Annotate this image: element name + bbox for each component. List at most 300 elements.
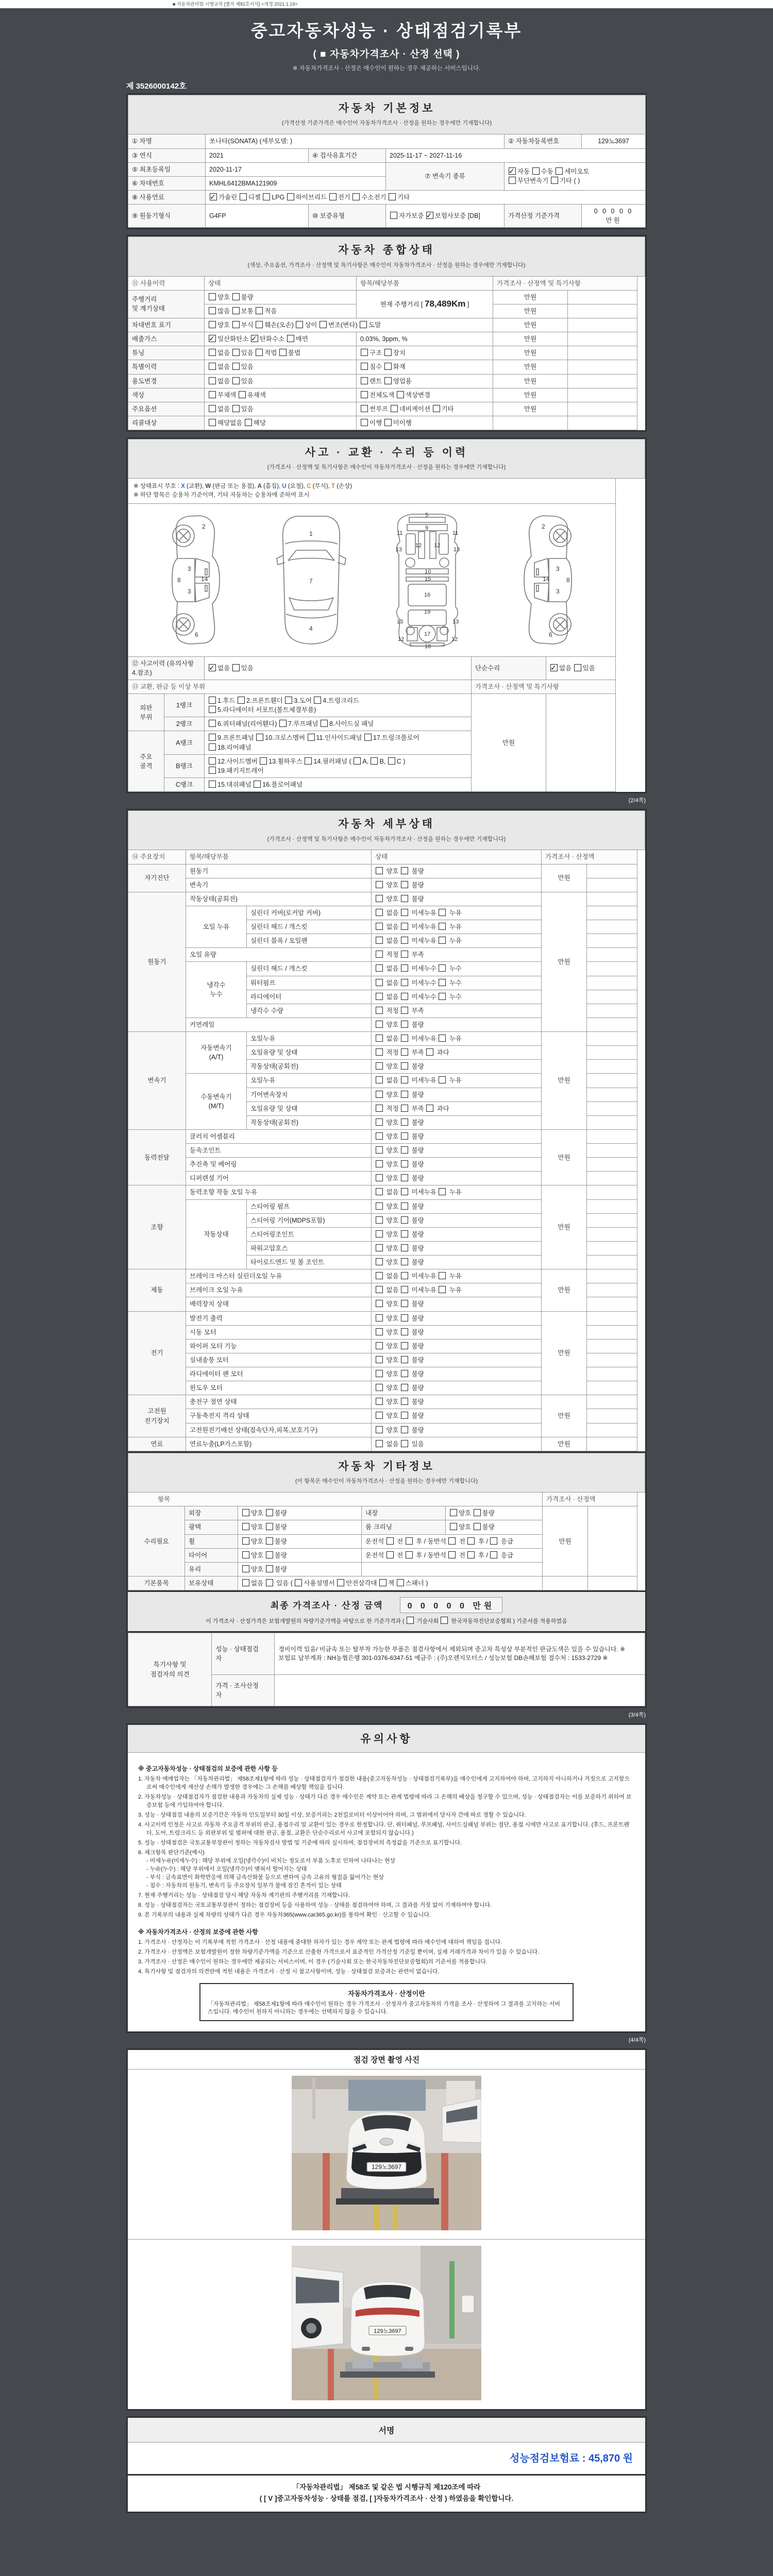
checkbox[interactable] <box>401 1426 408 1433</box>
state-options: 양호 불량 <box>238 1548 362 1562</box>
col-header: 항목/해당부품 <box>357 276 493 290</box>
checkbox[interactable] <box>401 1258 408 1265</box>
checkbox[interactable] <box>401 1105 408 1112</box>
checkbox[interactable] <box>376 1258 383 1265</box>
checkbox[interactable] <box>376 909 383 916</box>
checkbox[interactable] <box>376 1342 383 1349</box>
detail-state <box>128 810 645 1451</box>
checkbox[interactable] <box>439 1286 446 1293</box>
checkbox[interactable] <box>401 1412 408 1419</box>
checkbox[interactable] <box>401 1132 408 1140</box>
checkbox[interactable] <box>232 307 240 314</box>
photo-section <box>126 2048 647 2411</box>
checkbox[interactable] <box>376 1007 383 1014</box>
section-header-row <box>128 811 645 850</box>
inspection-photo-front <box>292 2076 481 2230</box>
checkbox[interactable] <box>401 1286 408 1293</box>
checkbox[interactable] <box>240 193 247 200</box>
notice-item: 1. 자동차 매매업자는 「자동차관리법」 제58조제1항에 따라 성능 · 상태점검자가 점검한 내용(중고자동차성능 · 상태점검기록부)을 매수인에게 고지하여야 하며, 고지하지 아니하거나 거짓으로 고지함으로써 매수인에게 재산상 손해가 발생한 경우에는 그 손해를 배상할 책임을 집니다. <box>138 1776 630 1791</box>
checkbox[interactable] <box>376 1021 383 1028</box>
note-cell <box>587 1437 637 1451</box>
field-label: ③ 연식 <box>128 148 206 162</box>
checkbox[interactable] <box>439 1076 446 1083</box>
note-cell <box>587 1185 637 1199</box>
checkbox[interactable] <box>556 167 563 175</box>
price-cell: 만원 <box>542 1437 587 1451</box>
checkbox[interactable] <box>376 979 383 986</box>
checkbox[interactable] <box>509 177 516 184</box>
checkbox[interactable] <box>308 734 315 741</box>
price-cell: 만원 <box>493 332 568 346</box>
checkbox[interactable] <box>361 377 368 384</box>
checkbox[interactable] <box>532 167 540 175</box>
checkbox[interactable] <box>376 1146 383 1154</box>
checkbox[interactable] <box>450 1523 457 1530</box>
section-header <box>128 237 645 276</box>
state-options: 양호 불량 <box>372 1339 542 1353</box>
rect-element <box>439 534 448 554</box>
text-element: 13 <box>396 546 402 553</box>
price-cell <box>493 416 568 430</box>
field-label: 가격산정 기준가격 <box>505 205 582 228</box>
checkbox[interactable] <box>376 923 383 930</box>
checkbox[interactable] <box>401 1007 408 1014</box>
checkbox[interactable] <box>474 1523 481 1530</box>
checkbox[interactable] <box>450 1509 457 1516</box>
item-label: 유리 <box>185 1562 238 1576</box>
text-element: 10 <box>425 568 431 575</box>
state-options: 없음 있음 <box>205 360 357 374</box>
document-number: 제 3526000142호 <box>126 82 187 91</box>
checkbox[interactable] <box>305 757 312 765</box>
vin: KMHL6412BMA121909 <box>206 176 386 190</box>
checkbox[interactable] <box>209 321 216 328</box>
signature-section <box>126 2416 647 2476</box>
checkbox[interactable] <box>209 734 216 741</box>
checkbox[interactable] <box>401 1370 408 1377</box>
checkbox[interactable] <box>260 757 267 765</box>
checkbox[interactable] <box>266 1579 273 1586</box>
checkbox[interactable] <box>360 321 367 328</box>
checkbox[interactable] <box>314 697 321 704</box>
checkbox[interactable] <box>439 937 446 944</box>
checkbox[interactable] <box>376 1118 383 1126</box>
checkbox[interactable] <box>401 1356 408 1363</box>
checkbox[interactable] <box>266 1537 273 1545</box>
status-symbol: W <box>205 483 211 490</box>
checkbox[interactable] <box>209 349 216 356</box>
checkbox[interactable] <box>232 377 240 384</box>
notice-section <box>126 1723 647 2033</box>
checkbox[interactable] <box>448 1537 456 1545</box>
checkbox[interactable] <box>401 1146 408 1154</box>
checkbox[interactable] <box>376 1062 383 1070</box>
item-label: 워터펌프 <box>247 976 372 990</box>
tr-element <box>128 190 646 204</box>
checkbox[interactable] <box>256 734 263 741</box>
text-element: 1 <box>309 530 313 537</box>
checkbox[interactable] <box>401 993 408 1000</box>
g-element <box>177 523 208 638</box>
checkbox[interactable] <box>401 867 408 874</box>
section-title: 사고 · 교환 · 수리 등 이력 <box>305 447 468 459</box>
note-cell <box>587 1046 637 1060</box>
rect-element <box>405 2347 413 2351</box>
note-cell <box>587 948 637 962</box>
checkbox[interactable] <box>391 405 398 412</box>
checkbox[interactable] <box>401 1230 408 1238</box>
checkbox[interactable] <box>256 321 263 328</box>
checkbox[interactable] <box>242 1523 249 1530</box>
checkbox[interactable] <box>376 1035 383 1042</box>
col-header: 상태 <box>205 276 357 290</box>
tr-element <box>128 503 645 656</box>
checkbox[interactable] <box>467 1551 475 1558</box>
checkbox[interactable] <box>266 1565 273 1572</box>
checkbox[interactable] <box>401 1118 408 1126</box>
checkbox[interactable] <box>266 1523 273 1530</box>
checkbox[interactable] <box>376 881 383 888</box>
checkbox[interactable] <box>376 937 383 944</box>
checkbox[interactable] <box>439 909 446 916</box>
page-marker-2: (2/4쪽) <box>628 798 646 804</box>
checkbox[interactable] <box>238 697 245 704</box>
checkbox[interactable] <box>426 1105 433 1112</box>
note-cell <box>587 1004 637 1018</box>
checkbox[interactable] <box>439 1188 446 1195</box>
checkbox[interactable] <box>209 781 216 788</box>
checkbox-checked[interactable] <box>509 167 516 175</box>
checkbox[interactable] <box>376 1244 383 1251</box>
checkbox[interactable] <box>490 1551 497 1558</box>
row-label: 리콜대상 <box>128 416 205 430</box>
checkbox[interactable] <box>401 937 408 944</box>
car-diagram-top <box>273 511 350 649</box>
device-group-label: 고전원 전기장치 <box>128 1395 186 1437</box>
text-element: 129노3697 <box>374 2328 401 2335</box>
checkbox[interactable] <box>209 720 216 727</box>
checkbox[interactable] <box>439 993 446 1000</box>
checkbox[interactable] <box>242 1537 249 1545</box>
checkbox[interactable] <box>401 1174 408 1181</box>
checkbox[interactable] <box>209 757 216 765</box>
checkbox[interactable] <box>376 895 383 902</box>
checkbox[interactable] <box>474 1509 481 1516</box>
state-options: 양호 불량 <box>372 1158 542 1172</box>
checkbox[interactable] <box>384 377 392 384</box>
checkbox[interactable] <box>376 867 383 874</box>
item-label: 배력장치 상태 <box>186 1297 372 1311</box>
checkbox-checked[interactable] <box>209 664 216 671</box>
checkbox[interactable] <box>242 1565 249 1572</box>
price-cell: 만원 <box>542 864 587 892</box>
checkbox[interactable] <box>376 993 383 1000</box>
text-element: 4 <box>309 624 313 632</box>
checkbox[interactable] <box>401 1300 408 1307</box>
checkbox[interactable] <box>384 419 392 426</box>
checkbox[interactable] <box>209 697 216 704</box>
item-label: 파워고압호스 <box>247 1241 372 1255</box>
item-label: 연료누출(LP가스포함) <box>186 1437 372 1451</box>
checkbox[interactable] <box>376 1105 383 1112</box>
price-cell: 만원 <box>493 346 568 360</box>
table-row <box>128 864 645 878</box>
checkbox[interactable] <box>376 1314 383 1321</box>
checkbox[interactable] <box>433 405 440 412</box>
checkbox[interactable] <box>401 1091 408 1098</box>
checkbox[interactable] <box>376 951 383 958</box>
checkbox[interactable] <box>242 1579 249 1586</box>
checkbox[interactable] <box>376 1398 383 1405</box>
checkbox-checked[interactable] <box>550 664 558 671</box>
checkbox[interactable] <box>232 664 240 671</box>
field-label: ⑤ 최초등록일 <box>128 162 206 176</box>
checkbox[interactable] <box>376 1132 383 1140</box>
text-element: 12 <box>451 636 458 642</box>
checkbox[interactable] <box>401 1188 408 1195</box>
tbody-element <box>128 237 645 430</box>
checkbox[interactable] <box>401 1216 408 1224</box>
checkbox[interactable] <box>376 1048 383 1056</box>
checkbox[interactable] <box>209 706 216 713</box>
checkbox[interactable] <box>401 881 408 888</box>
checkbox[interactable] <box>401 951 408 958</box>
checkbox[interactable] <box>490 1537 497 1545</box>
state-options: 양호 불량 <box>205 290 357 304</box>
checkbox[interactable] <box>390 212 397 219</box>
circle-element <box>406 558 415 567</box>
checkbox[interactable] <box>401 1384 408 1391</box>
checkbox[interactable] <box>376 1076 383 1083</box>
checkbox[interactable] <box>439 1272 446 1279</box>
checkbox[interactable] <box>406 1551 413 1558</box>
checkbox[interactable] <box>397 1579 404 1586</box>
checkbox[interactable] <box>320 321 327 328</box>
note-cell <box>568 402 637 416</box>
item-label: 오일유량 및 상태 <box>247 1101 372 1115</box>
state-options: 양호 불량 <box>372 1199 542 1213</box>
notice-item: 2. 자동차성능 · 상태점검자가 점검한 내용과 자동차의 실제 성능 · 상태가 다른 경우 매수인은 계약 또는 관계 법령에 따라 그 손해의 배상을 청구할 수 있으며, 성능 · 상태점검자는 이를 보증하기 위하여 보증보험 등에 가입하여야 합니다. <box>138 1794 632 1809</box>
checkbox[interactable] <box>287 193 294 200</box>
checkbox[interactable] <box>551 177 558 184</box>
checkbox[interactable] <box>361 363 368 370</box>
checkbox[interactable] <box>245 419 252 426</box>
checkbox[interactable] <box>376 964 383 972</box>
checkbox[interactable] <box>401 1244 408 1251</box>
checkbox[interactable] <box>209 377 216 384</box>
note-cell <box>568 388 637 402</box>
tr-element <box>128 148 646 162</box>
checkbox[interactable] <box>371 757 378 765</box>
checkbox-checked[interactable] <box>210 193 217 200</box>
item-label: 스티어링조인트 <box>247 1227 372 1241</box>
checkbox[interactable] <box>209 293 216 300</box>
checkbox[interactable] <box>401 1048 408 1056</box>
checkbox[interactable] <box>389 193 396 200</box>
item-label: 내장 <box>362 1506 446 1520</box>
checkbox[interactable] <box>401 1342 408 1349</box>
note-cell <box>587 1101 637 1115</box>
part-options: 이행 미이행 <box>357 416 493 430</box>
checkbox[interactable] <box>376 1160 383 1167</box>
checkbox-checked[interactable] <box>251 335 258 342</box>
checkbox[interactable] <box>232 349 240 356</box>
note-cell <box>587 1158 637 1172</box>
checkbox[interactable] <box>376 1370 383 1377</box>
checkbox[interactable] <box>376 1440 383 1447</box>
checkbox[interactable] <box>364 734 372 741</box>
checkbox[interactable] <box>266 1551 273 1558</box>
checkbox[interactable] <box>376 1356 383 1363</box>
checkbox[interactable] <box>361 419 368 426</box>
checkbox[interactable] <box>376 1230 383 1238</box>
checkbox[interactable] <box>401 1398 408 1405</box>
item-label: 냉각수 수량 <box>247 1004 372 1018</box>
checkbox[interactable] <box>256 349 263 356</box>
checkbox[interactable] <box>384 363 392 370</box>
checkbox[interactable] <box>401 1202 408 1210</box>
note-cell <box>587 1074 637 1088</box>
checkbox[interactable] <box>397 391 404 398</box>
checkbox[interactable] <box>209 391 216 398</box>
checkbox[interactable] <box>401 1021 408 1028</box>
checkbox[interactable] <box>384 349 392 356</box>
section-header-row <box>128 1453 645 1492</box>
checkbox[interactable] <box>279 349 287 356</box>
checkbox[interactable] <box>209 743 216 751</box>
checkbox[interactable] <box>242 1509 249 1516</box>
checkbox[interactable] <box>401 1062 408 1070</box>
price-cell: 만원 <box>543 1506 588 1577</box>
checkbox[interactable] <box>361 349 368 356</box>
checkbox[interactable] <box>376 1202 383 1210</box>
note-cell <box>587 1213 637 1227</box>
checkbox[interactable] <box>401 1328 408 1335</box>
final-price-table <box>126 1592 647 1633</box>
checkbox[interactable] <box>296 321 303 328</box>
checkbox[interactable] <box>256 307 263 314</box>
item-label: 외장 <box>185 1506 238 1520</box>
checkbox[interactable] <box>354 757 361 765</box>
checkbox[interactable] <box>232 321 240 328</box>
checkbox[interactable] <box>439 964 446 972</box>
checkbox[interactable] <box>401 1440 408 1447</box>
col-header: ⑪ 사용이력 <box>128 276 205 290</box>
checkbox[interactable] <box>401 1314 408 1321</box>
checkbox[interactable] <box>209 419 216 426</box>
checkbox[interactable] <box>401 895 408 902</box>
item-label: 브레이크 마스터 실린더오일 누유 <box>186 1269 372 1283</box>
checkbox[interactable] <box>337 1579 344 1586</box>
checkbox[interactable] <box>401 1076 408 1083</box>
item-label: 변속기 <box>186 878 372 892</box>
page-marker-4: (4/4쪽) <box>628 2037 646 2044</box>
checkbox[interactable] <box>401 979 408 986</box>
checkbox[interactable] <box>285 697 292 704</box>
text-element: 13 <box>397 618 404 625</box>
checkbox[interactable] <box>467 1537 475 1545</box>
checkbox[interactable] <box>232 363 240 370</box>
checkbox[interactable] <box>388 757 395 765</box>
item-label: 오일 유량 <box>186 948 372 962</box>
checkbox[interactable] <box>401 1035 408 1042</box>
checkbox[interactable] <box>401 909 408 916</box>
checkbox[interactable] <box>407 1617 414 1624</box>
rect-element <box>462 2295 474 2313</box>
checkbox[interactable] <box>209 405 216 412</box>
checkbox[interactable] <box>448 1551 456 1558</box>
checkbox[interactable] <box>379 1579 386 1586</box>
checkbox[interactable] <box>266 1509 273 1516</box>
checkbox[interactable] <box>287 335 294 342</box>
price-cell: 만원 <box>542 1129 587 1185</box>
checkbox[interactable] <box>263 193 270 200</box>
checkbox[interactable] <box>401 1160 408 1167</box>
opinions-table <box>126 1633 647 1708</box>
checkbox[interactable] <box>439 923 446 930</box>
checkbox[interactable] <box>254 781 261 788</box>
table-row <box>128 374 645 388</box>
checkbox[interactable] <box>295 1579 302 1586</box>
checkbox[interactable] <box>361 405 368 412</box>
checkbox[interactable] <box>376 1091 383 1098</box>
checkbox[interactable] <box>376 1384 383 1391</box>
checkbox[interactable] <box>232 405 240 412</box>
checkbox[interactable] <box>321 720 328 727</box>
col-header: ⑬ 교환, 판금 등 이상 부위 <box>128 680 472 693</box>
checkbox[interactable] <box>439 1035 446 1042</box>
checkbox[interactable] <box>239 391 246 398</box>
checkbox[interactable] <box>352 193 360 200</box>
checkbox[interactable] <box>401 923 408 930</box>
checkbox[interactable] <box>441 1617 448 1624</box>
checkbox[interactable] <box>209 767 216 774</box>
checkbox[interactable] <box>574 664 581 671</box>
checkbox[interactable] <box>376 1174 383 1181</box>
checkbox[interactable] <box>386 1551 394 1558</box>
checkbox[interactable] <box>209 307 216 314</box>
checkbox[interactable] <box>376 1272 383 1279</box>
checkbox[interactable] <box>376 1188 383 1195</box>
checkbox[interactable] <box>439 979 446 986</box>
checkbox[interactable] <box>426 1048 433 1056</box>
checkbox[interactable] <box>242 1551 249 1558</box>
checkbox[interactable] <box>401 1272 408 1279</box>
checkbox[interactable] <box>209 363 216 370</box>
checkbox-checked[interactable] <box>426 212 433 219</box>
checkbox[interactable] <box>376 1426 383 1433</box>
checkbox[interactable] <box>376 1328 383 1335</box>
section-subtitle: (가격조사 · 산정액 및 특기사항은 매수인이 자동차가격조사 · 산정을 원하는 경우에만 기재합니다) <box>267 464 506 471</box>
checkbox[interactable] <box>376 1286 383 1293</box>
state-options: 없음 미세누수 누수 <box>372 976 542 990</box>
section-title: 자동차 종합상태 <box>338 244 435 257</box>
checkbox[interactable] <box>376 1216 383 1224</box>
checkbox[interactable] <box>386 1537 394 1545</box>
state-options: ✓ 일산화탄소 ✓탄화수소 매연 <box>205 332 357 346</box>
note-cell <box>587 1115 637 1129</box>
checkbox[interactable] <box>232 293 240 300</box>
checkbox[interactable] <box>406 1537 413 1545</box>
checkbox[interactable] <box>329 193 337 200</box>
checkbox[interactable] <box>376 1300 383 1307</box>
checkbox[interactable] <box>376 1412 383 1419</box>
checkbox[interactable] <box>401 964 408 972</box>
checkbox[interactable] <box>279 720 287 727</box>
checkbox-checked[interactable] <box>209 335 216 342</box>
checkbox[interactable] <box>361 391 368 398</box>
rank-items: 15.대쉬패널 16.플로어패널 <box>205 777 472 791</box>
